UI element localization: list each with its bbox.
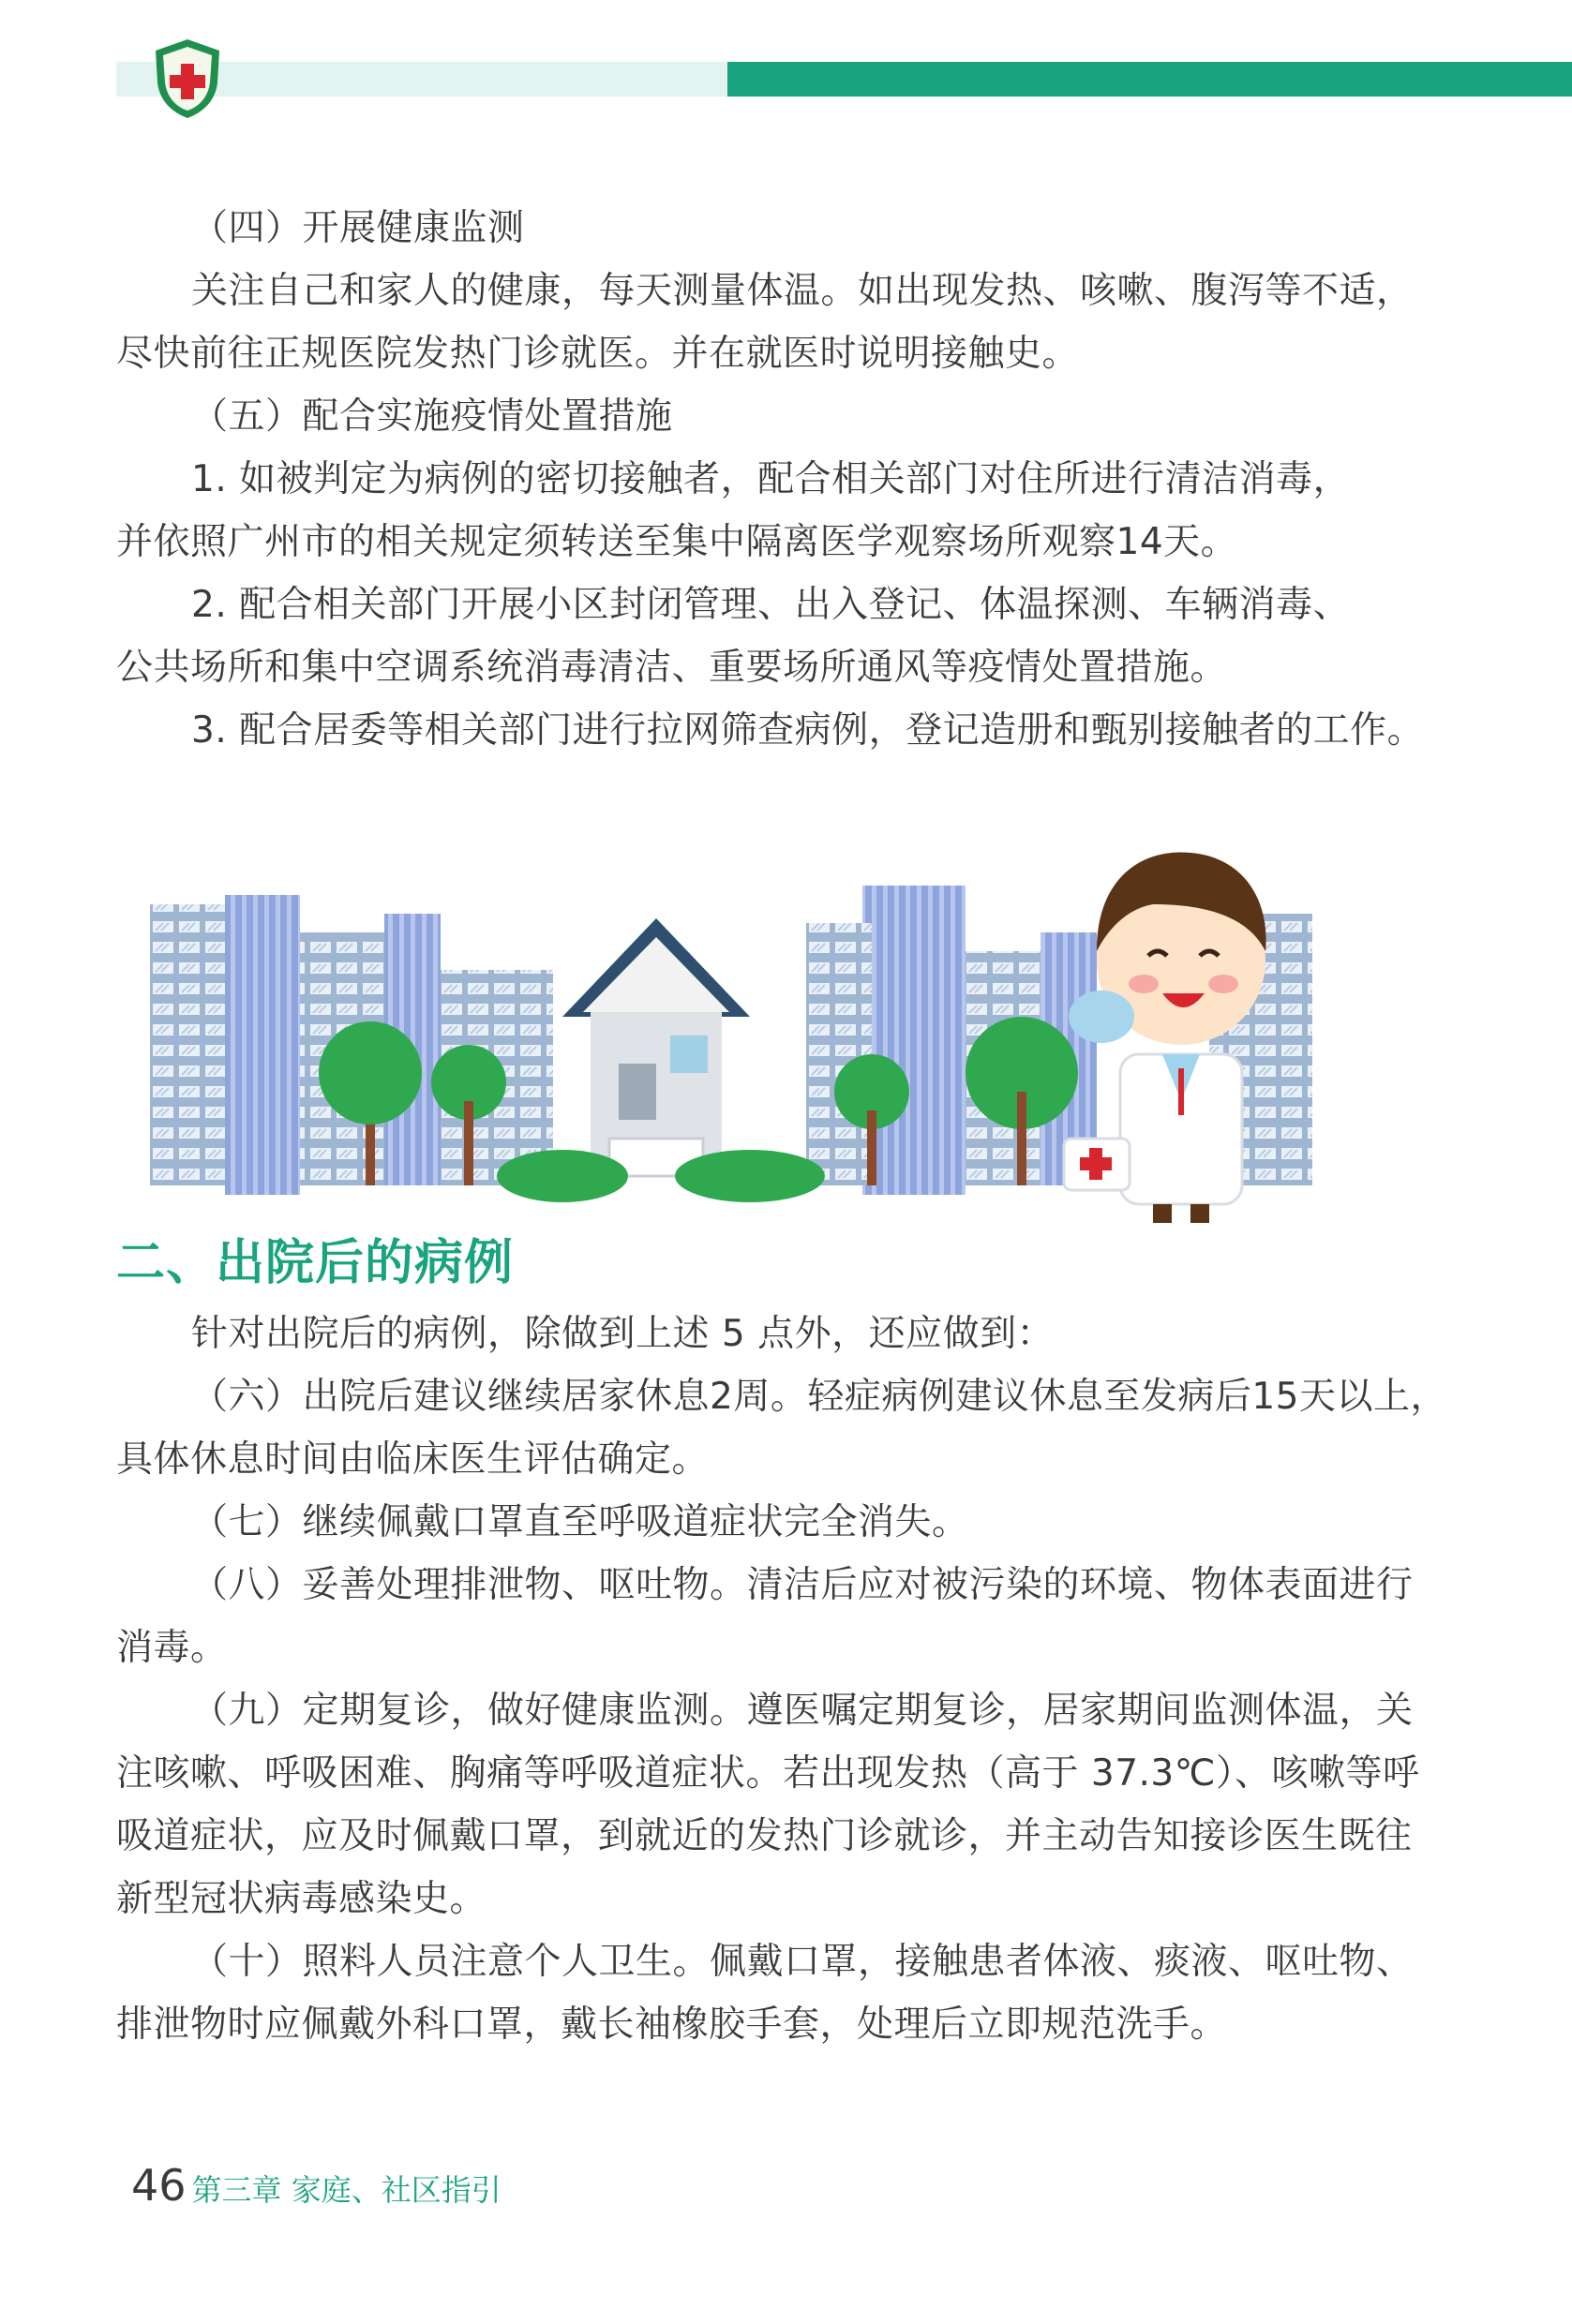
paragraph-line: 1. 如被判定为病例的密切接触者，配合相关部门对住所进行清洁消毒，	[191, 458, 1351, 500]
house	[562, 918, 750, 1176]
part-2-intro: 针对出院后的病例，除做到上述 5 点外，还应做到：	[191, 1313, 1055, 1355]
paragraph-line: 并依照广州市的相关规定须转送至集中隔离医学观察场所观察14天。	[116, 521, 1238, 563]
page-footer	[131, 2160, 502, 2216]
paragraph-line: 注咳嗽、呼吸困难、胸痛等呼吸道症状。若出现发热（高于 37.3℃）、咳嗽等呼	[116, 1752, 1420, 1795]
paragraph-line: 尽快前往正规医院发热门诊就医。并在就医时说明接触史。	[116, 333, 1080, 375]
paragraph-line: 公共场所和集中空调系统消毒清洁、重要场所通风等疫情处置措施。	[116, 647, 1228, 689]
page-number: 46	[131, 2160, 187, 2211]
paragraph-line: （八）妥善处理排泄物、呕吐物。清洁后应对被污染的环境、物体表面进行	[191, 1564, 1414, 1606]
paragraph-line: 新型冠状病毒感染史。	[116, 1878, 487, 1920]
paragraph-line: 2. 配合相关部门开展小区封闭管理、出入登记、体温探测、车辆消毒、	[191, 584, 1351, 626]
paragraph-line: （九）定期复诊，做好健康监测。遵医嘱定期复诊，居家期间监测体温，关	[191, 1690, 1414, 1732]
part-2-body	[116, 1303, 1447, 2056]
paragraph-line: 消毒。	[116, 1627, 228, 1669]
paragraph-line: （六）出院后建议继续居家休息2周。轻症病例建议休息至发病后15天以上，	[191, 1376, 1447, 1418]
page-header	[0, 0, 1572, 122]
chapter-label: 第三章 家庭、社区指引	[191, 2172, 502, 2208]
paragraph-line: （七）继续佩戴口罩直至呼吸道症状完全消失。	[191, 1501, 969, 1543]
header-band-green	[727, 62, 1572, 97]
shield-cross-icon	[150, 36, 225, 122]
paragraph-line: 3. 配合居委等相关部门进行拉网筛查病例，登记造册和甄别接触者的工作。	[191, 709, 1425, 752]
paragraph-line: 具体休息时间由临床医生评估确定。	[116, 1438, 710, 1481]
paragraph-line: 关注自己和家人的健康，每天测量体温。如出现发热、咳嗽、腹泻等不适，	[191, 270, 1414, 312]
part-2-title: 二、出院后的病例	[116, 1235, 515, 1291]
section-4-5-body	[116, 197, 1447, 762]
paragraph-line: 排泄物时应佩戴外科口罩，戴长袖橡胶手套，处理后立即规范洗手。	[116, 2004, 1228, 2046]
section-5-heading: （五）配合实施疫情处置措施	[191, 395, 673, 438]
community-doctor-illustration	[150, 773, 1387, 1242]
paragraph-line: 吸道症状，应及时佩戴口罩，到就近的发热门诊就诊，并主动告知接诊医生既往	[116, 1815, 1413, 1857]
section-4-heading: （四）开展健康监测	[191, 207, 525, 249]
paragraph-line: （十）照料人员注意个人卫生。佩戴口罩，接触患者体液、痰液、呕吐物、	[191, 1941, 1414, 1983]
